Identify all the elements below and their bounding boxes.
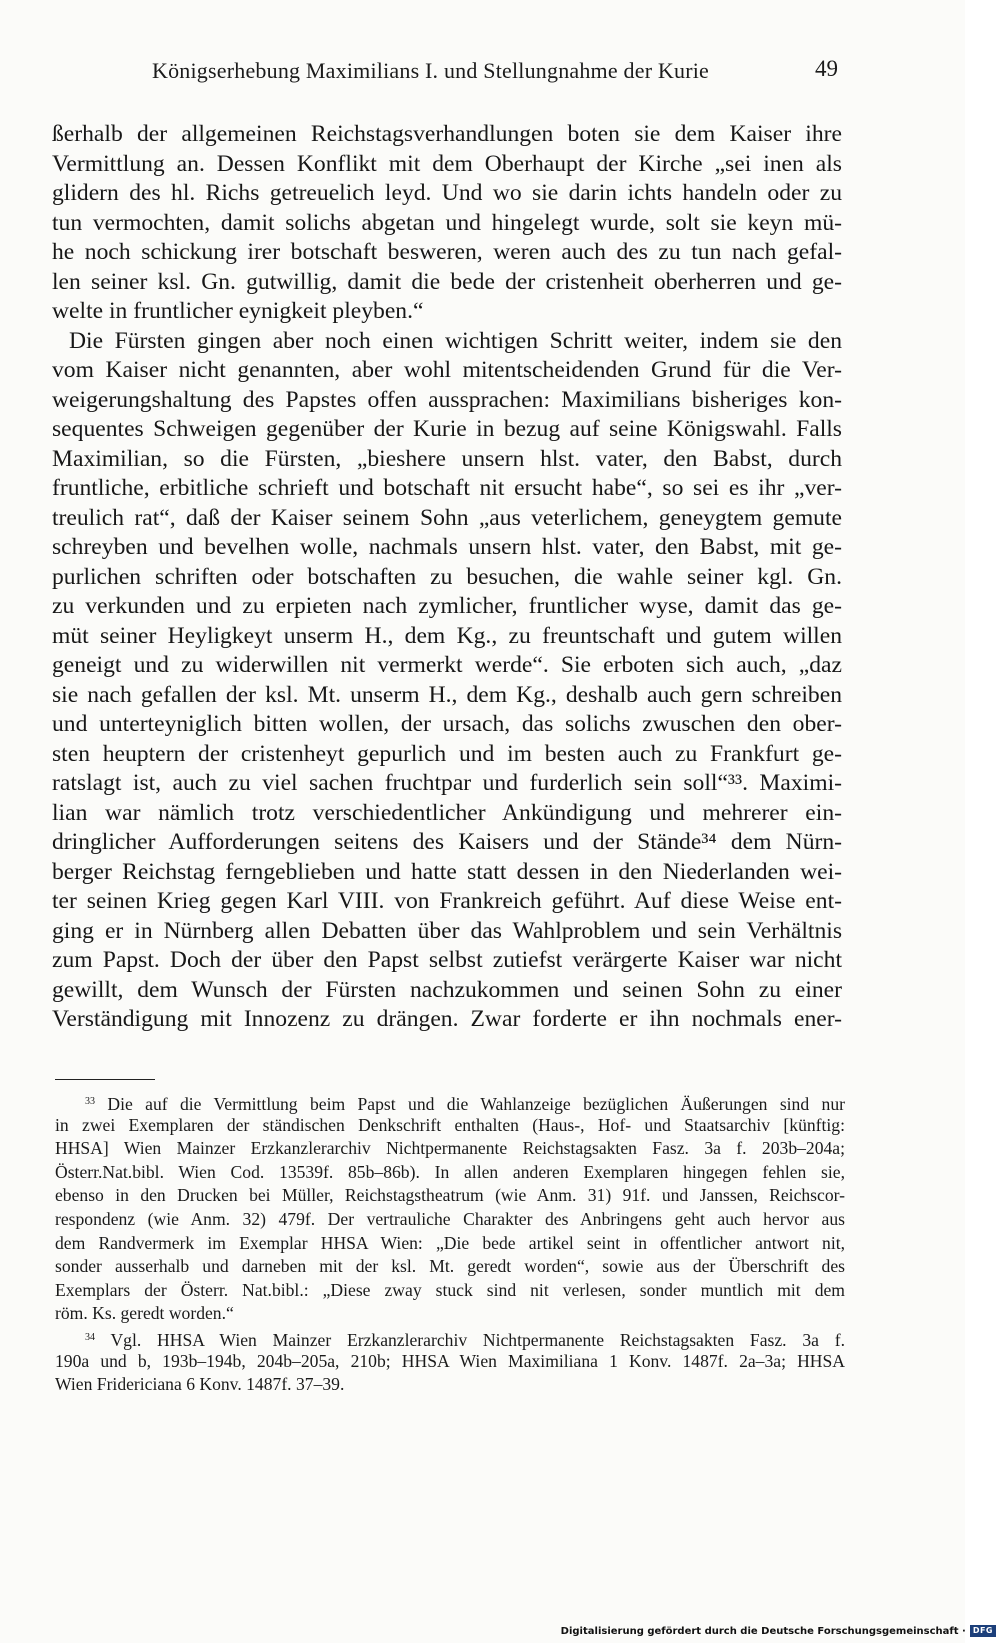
footnote-text: Vgl. HHSA Wien Mainzer Erzkanzlerarchiv Nichtpermanente Reichstagsakten Fasz. 3a f. [110,1329,845,1350]
body-line: Verständigung mit Innozenz zu drängen. Zwar forderte er ihn nochmals ener- [52,1006,842,1032]
body-text [52,120,842,1035]
body-line: vom Kaiser nicht genannten, aber wohl mitentscheidenden Grund für die Ver- [52,357,842,383]
footnote-text: Die auf die Vermittlung beim Papst und die Wahlanzeige bezüglichen Äußerungen sind nur [107,1094,845,1114]
body-line: sequentes Schweigen gegenüber der Kurie in bezug auf seine Königswahl. Falls [52,416,842,442]
body-line: müt seiner Heyligkeyt unserm H., dem Kg., zu freuntschaft und gutem willen [52,622,842,649]
footnote-line: Exemplars der Österr. Nat.bibl.: „Diese zway stuck sind nit verlesen, sonder muntlich mit dem [55,1279,845,1300]
footnote-rule [55,1079,155,1080]
footnote-line: sonder ausserhalb und darneben mit der ksl. Mt. geredt worden“, sowie aus der Überschrift des [55,1256,845,1277]
footnote-line: Österr.Nat.bibl. Wien Cod. 13539f. 85b–86b). In allen anderen Exemplaren hingegen fehlen sie, [55,1161,845,1182]
body-line: ging er in Nürnberg allen Debatten über das Wahlproblem und sein Verhältnis [52,917,842,944]
dfg-logo: DFG [970,1625,996,1637]
body-line: ßerhalb der allgemeinen Reichstagsverhandlungen boten sie dem Kaiser ihre [52,121,842,147]
body-line: berger Reichstag ferngeblieben und hatte statt dessen in den Niederlanden wei- [52,858,842,885]
body-line: weigerungshaltung des Papstes offen aussprachen: Maximilians bisheriges kon- [52,386,842,413]
footnote-line: dem Randvermerk im Exemplar HHSA Wien: „Die bede artikel seint in offentlicher antwort nit, [55,1232,845,1253]
body-line: welte in fruntlicher eynigkeit pleyben.“ [52,298,424,324]
body-line: Vermittlung an. Dessen Konflikt mit dem Oberhaupt der Kirche „sei inen als [52,150,842,177]
footer-text: Digitalisierung gefördert durch die Deutsche Forschungsgemeinschaft · [560,1625,966,1637]
body-line: lian war nämlich trotz verschiedentlicher Ankündigung und mehrerer ein- [52,799,842,826]
footnote-line [55,1326,845,1350]
footnote-line: respondenz (wie Anm. 32) 479f. Der vertrauliche Charakter des Anbringens geht auch hervor aus [55,1208,845,1229]
footnote-line: Wien Fridericiana 6 Konv. 1487f. 37–39. [55,1374,345,1395]
body-line: ratslagt ist, auch zu viel sachen fruchtpar und furderlich sein soll“³³. Maximi- [52,770,842,796]
footnote-line [55,1090,845,1114]
body-line: treulich rat“, daß der Kaiser seinem Sohn „aus veterlichem, geneygtem gemute [52,504,842,531]
footnote-line: HHSA] Wien Mainzer Erzkanzlerarchiv Nichtpermanente Reichstagsakten Fasz. 3a f. 203b–204a; [55,1138,845,1159]
body-line: fruntliche, erbitliche schrieft und botschaft nit ersucht habe“, so sei es ihr „ver- [52,475,842,501]
body-line: Maximilian, so die Fürsten, „bieshere unsern hlst. vater, den Babst, durch [52,445,842,472]
footnote-line: röm. Ks. geredt worden.“ [55,1303,234,1324]
body-line: len seiner ksl. Gn. gutwillig, damit die bede der cristenheit oberherren und ge- [52,268,842,295]
body-line: zu verkunden und zu erpieten nach zymlicher, fruntlicher wyse, damit das ge- [52,593,842,619]
body-line: purlichen schriften oder botschaften zu besuchen, die wahle seiner kgl. Gn. [52,563,842,590]
body-line: Die Fürsten gingen aber noch einen wichtigen Schritt weiter, indem sie den [69,327,842,354]
footnote-line: 190a und b, 193b–194b, 204b–205a, 210b; HHSA Wien Maximiliana 1 Konv. 1487f. 2a–3a; HHSA [55,1350,845,1371]
footnote-marker: 33 [85,1096,95,1107]
body-line: sie nach gefallen der ksl. Mt. unserm H., dem Kg., deshalb auch gern schreiben [52,681,842,708]
body-line: gewillt, dem Wunsch der Fürsten nachzukommen und seinen Sohn zu einer [52,976,842,1003]
page-number: 49 [815,56,838,81]
footnote-line: in zwei Exemplaren der ständischen Denkschrift enthalten (Haus-, Hof- und Staatsarchiv [künftig: [55,1114,845,1135]
body-line: glidern des hl. Richs getreuelich leyd. Und wo sie darin ichts handeln oder zu [52,180,842,206]
body-line: sten heuptern der cristenheyt gepurlich und im besten auch zu Frankfurt ge- [52,740,842,767]
footnotes [55,1090,845,1397]
body-line: ter seinen Krieg gegen Karl VIII. von Frankreich geführt. Auf diese Weise ent- [52,888,842,914]
body-line: und unterteyniglich bitten wollen, der ursach, das solichs zwuschen den ober- [52,711,842,737]
body-line: tun vermochten, damit solichs abgetan und hingelegt wurde, solt sie keyn mü- [52,209,842,236]
footnote-marker: 34 [85,1331,95,1343]
body-line: zum Papst. Doch der über den Papst selbst zutiefst verärgerte Kaiser war nicht [52,947,842,973]
running-title: Königserhebung Maximilians I. und Stellungnahme der Kurie [152,58,710,83]
body-line: he noch schickung irer botschaft besweren, weren auch des zu tun nach gefal- [52,239,842,265]
footnote-line: ebenso in den Drucken bei Müller, Reichstagstheatrum (wie Anm. 31) 91f. und Janssen, Reichscor- [55,1185,845,1206]
body-line: schreyben und bevelhen wolle, nachmals unsern hlst. vater, den Babst, mit ge- [52,534,842,560]
body-line: dringlicher Aufforderungen seitens des Kaisers und der Stände³⁴ dem Nürn- [52,829,842,855]
body-line: geneigt und zu widerwillen nit vermerkt werde“. Sie erboten sich auch, „daz [52,652,842,678]
digitization-footer [561,1624,996,1638]
